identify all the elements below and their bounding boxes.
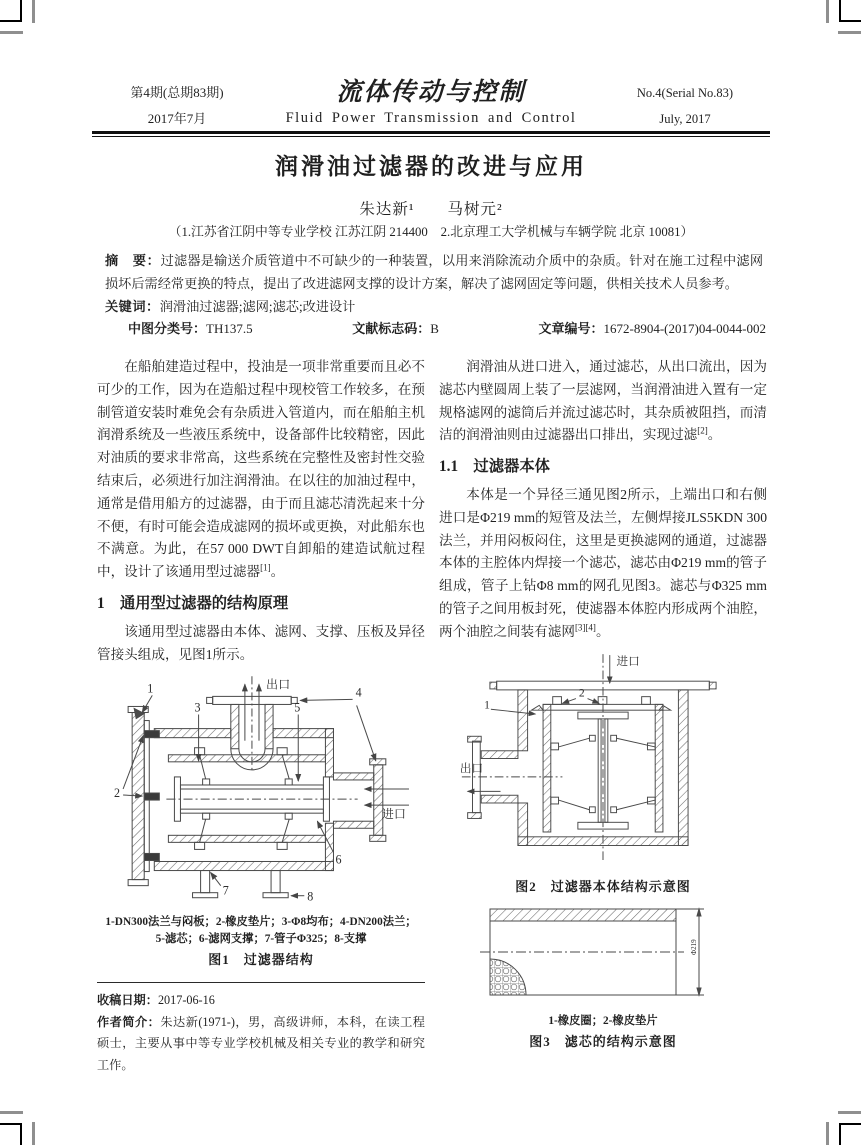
masthead-right xyxy=(605,80,765,132)
fig1-callout-8: 8 xyxy=(307,890,314,905)
keywords-paragraph xyxy=(105,295,763,318)
fig1-callout-2: 2 xyxy=(114,786,121,801)
fig2-callout-1: 1 xyxy=(484,697,490,711)
keywords-text: 润滑油过滤器;滤网;滤芯;改进设计 xyxy=(159,299,356,314)
figure1-caption: 图1 过滤器结构 xyxy=(208,952,314,968)
clc-label: 中图分类号： xyxy=(128,321,207,336)
date-cn: 2017年7月 xyxy=(147,111,207,126)
figure1-legend-line2: 5-滤芯；6-滤网支撑；7-管子Φ325；8-支撑 xyxy=(155,933,367,946)
section-title: 通用型过滤器的结构原理 xyxy=(119,594,289,612)
received-value: 2017-06-16 xyxy=(157,993,215,1008)
fig1-callout-7: 7 xyxy=(222,884,229,899)
classification-row xyxy=(128,318,766,337)
keywords-label: 关键词： xyxy=(105,299,160,314)
fig1-callout-5: 5 xyxy=(294,700,301,715)
left-paragraph-2: 该通用型过滤器由本体、滤网、支撑、压板及异径管接头组成，见图1所示。 xyxy=(97,623,425,662)
figure3-drawing xyxy=(478,903,728,1003)
crop-mark-square-bottom-left xyxy=(0,1123,22,1145)
left-column xyxy=(97,356,425,1076)
page-title: 润滑油过滤器的改进与应用 xyxy=(275,154,587,179)
authors-line: 朱达新¹ 马树元² xyxy=(359,201,503,218)
issue-cn: 第4期(总期83期) xyxy=(130,85,224,100)
crop-tick xyxy=(838,31,861,34)
figure2-drawing xyxy=(458,650,748,868)
doc-code-label: 文献标志码： xyxy=(352,321,431,336)
received-date-line xyxy=(97,990,425,1012)
section-number: 1.1 xyxy=(439,458,459,476)
fig1-outlet-label: 出口 xyxy=(266,677,291,692)
right-column xyxy=(439,356,767,1076)
journal-name-en: Fluid Power Transmission and Control xyxy=(285,110,577,126)
figure1-legend-line1: 1-DN300法兰与闷板；2-橡皮垫片；3-Φ8均布；4-DN200法兰； xyxy=(105,916,417,929)
article-id-label: 文章编号： xyxy=(538,321,604,336)
body-columns xyxy=(97,356,767,1076)
fig1-inlet-label: 进口 xyxy=(381,807,406,822)
masthead-rule-thick xyxy=(92,131,770,134)
bio-value: 朱达新(1971-)，男，高级讲师，本科，在读工程硕士，主要从事中等专业学校机械及相关专业的教学和研究工作。 xyxy=(97,1014,425,1072)
section-heading-1-1 xyxy=(439,456,767,479)
masthead-rule-thin xyxy=(92,136,770,137)
figure3-legend-line1: 1-橡皮圈；2-橡皮垫片 xyxy=(548,1015,658,1028)
fig2-callout-2: 2 xyxy=(578,686,585,700)
right-paragraph-1: 润滑油从进口进入，通过滤芯，从出口流出，因为滤芯内壁圆周上装了一层滤网，当润滑油进入置有一定规格滤网的滤筒后并流过滤芯时，其杂质被阻挡，而清洁的润滑油则由过滤器出口排出，实现过滤[2]。 xyxy=(439,359,767,443)
masthead-left xyxy=(97,80,257,132)
fig1-callout-1: 1 xyxy=(147,681,154,696)
crop-tick xyxy=(0,31,23,34)
left-paragraph-1: 在船舶建造过程中，投油是一项非常重要而且必不可少的工作，因为在造船过程中现校管工作较多，在预制管道安装时难免会有杂质进入管道内，而在船舶主机润滑系统及一些液压系统中，设备部件比较精密，因此对油质的要求非常高，这些系统在完整性及密封性交验结束后，必须进行加注润滑油。在以往的加油过程中，通常是借用船方的过滤器，由于而且滤芯清洗起来十分不便，有时可能会造成滤网的损坏或更换，对此船东也不满意。为此，在57 000 DWT自卸船的建造试航过程中，设计了该通用型过滤器[1]。 xyxy=(97,359,425,580)
crop-tick xyxy=(32,0,35,23)
abstract-block xyxy=(105,249,763,318)
fig1-callout-6: 6 xyxy=(335,852,342,867)
figure1-legend xyxy=(97,914,425,948)
fig2-inlet-label: 进口 xyxy=(616,654,640,668)
abstract-paragraph xyxy=(105,249,763,295)
crop-tick xyxy=(826,1122,829,1145)
doc-code-value: B xyxy=(430,321,439,336)
abstract-text: 过滤器是输送介质管道中不可缺少的一种装置，以用来消除流动介质中的杂质。针对在施工过程中滤网损坏后需经常更换的特点，提出了改进滤网支撑的设计方案，解决了滤网固定等问题，供相关技术人员参考。 xyxy=(105,253,764,291)
section-title: 过滤器本体 xyxy=(473,458,550,476)
right-paragraph-2: 本体是一个异径三通见图2所示，上端出口和右侧进口是Φ219 mm的短管及法兰，左侧焊接JLS5KDN 300法兰，并用闷板闷住，这里是更换滤网的通道，过滤器本体的主腔体内焊接一个滤芯，滤芯由Φ219 mm的管子组成，管子上钻Φ8 mm的网孔见图3。滤芯与Φ325 mm的管子之间用板封死，使滤器本体腔内形成两个油腔，两个油腔之间装有滤网[3][4]。 xyxy=(439,486,767,639)
figure3-legend xyxy=(439,1013,767,1030)
crop-mark-square-bottom-right xyxy=(839,1123,861,1145)
crop-mark-square-top-left xyxy=(0,0,22,22)
fig2-outlet-label: 出口 xyxy=(459,761,484,775)
figure2-caption: 图2 过滤器本体结构示意图 xyxy=(515,879,691,895)
section-heading-1 xyxy=(97,593,425,616)
date-en: July, 2017 xyxy=(659,112,711,126)
journal-name-cn: 流体传动与控制 xyxy=(336,79,526,106)
journal-masthead xyxy=(97,80,765,132)
figure-3 xyxy=(439,903,767,1052)
bio-label: 作者简介： xyxy=(97,1014,161,1029)
fig3-dimension-label: Φ219 xyxy=(690,939,698,956)
figure-1 xyxy=(97,672,425,970)
issue-en: No.4(Serial No.83) xyxy=(636,86,734,100)
section-number: 1 xyxy=(97,594,105,612)
article-id-value: 1672-8904-(2017)04-0044-002 xyxy=(603,321,766,336)
fig1-callout-4: 4 xyxy=(355,685,362,700)
crop-tick xyxy=(32,1122,35,1145)
received-label: 收稿日期： xyxy=(97,993,158,1008)
crop-tick xyxy=(0,1111,23,1114)
affiliation-line: （1.江苏省江阴中等专业学校 江苏江阴 214400 2.北京理工大学机械与车辆学院 北京 10081） xyxy=(168,225,694,239)
abstract-label: 摘 要： xyxy=(105,253,161,268)
clc-value: TH137.5 xyxy=(206,321,253,336)
clc-item xyxy=(128,318,253,337)
footnote-block xyxy=(97,982,425,1076)
figure3-caption: 图3 滤芯的结构示意图 xyxy=(529,1034,677,1050)
figure-2 xyxy=(439,650,767,898)
masthead-center xyxy=(257,80,605,131)
fig1-callout-3: 3 xyxy=(194,700,201,715)
crop-tick xyxy=(838,1111,861,1114)
crop-mark-square-top-right xyxy=(839,0,861,22)
figure1-drawing xyxy=(110,672,412,904)
article-id-item xyxy=(538,318,766,337)
author-bio-line xyxy=(97,1012,425,1077)
crop-tick xyxy=(826,0,829,23)
doc-code-item xyxy=(352,318,439,337)
